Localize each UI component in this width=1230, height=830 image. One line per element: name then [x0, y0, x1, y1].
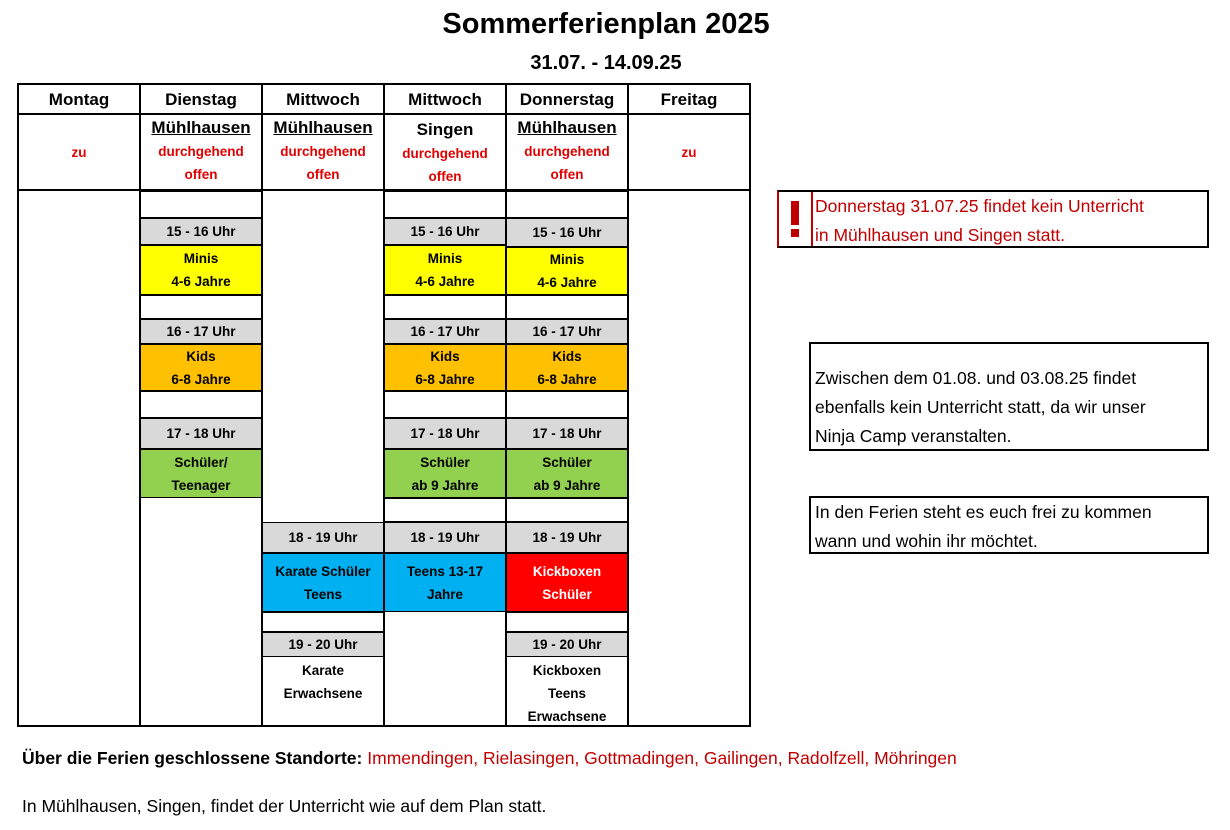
spacer-cell: [140, 295, 262, 319]
day-header-dienstag: Dienstag: [165, 90, 237, 109]
class-age: Erwachsene: [283, 686, 363, 701]
spacer-cell: [140, 391, 262, 418]
note-line: Zwischen dem 01.08. und 03.08.25 findet: [815, 368, 1137, 388]
closed-locations: [22, 748, 957, 769]
class-schueler: [506, 449, 628, 498]
day-header-mittwoch-2: Mittwoch: [408, 90, 482, 109]
location-freitag: [629, 145, 749, 160]
warning-line: in Mühlhausen und Singen statt.: [815, 225, 1066, 245]
spacer-cell: [262, 612, 384, 632]
location-status: offen: [184, 167, 218, 182]
class-name: Kickboxen: [532, 563, 602, 579]
class-name: Minis: [549, 252, 585, 267]
class-name: Minis: [183, 251, 219, 266]
spacer-cell: [506, 498, 628, 522]
footer-info: In Mühlhausen, Singen, findet der Unterricht wie auf dem Plan statt.: [22, 796, 547, 816]
closed-locations-label: Über die Ferien geschlossene Standorte:: [22, 748, 363, 768]
location-name: Mühlhausen: [517, 118, 617, 137]
time-slot: 16 - 17 Uhr: [506, 319, 628, 344]
location-status: offen: [550, 167, 584, 182]
time-slot: 16 - 17 Uhr: [384, 319, 506, 344]
class-name: Schüler: [542, 454, 592, 470]
location-montag: [19, 145, 139, 160]
class-age: ab 9 Jahre: [411, 477, 479, 493]
location-status: offen: [306, 167, 340, 182]
class-minis: [506, 247, 628, 295]
camp-note: [809, 342, 1209, 451]
time-slot: 18 - 19 Uhr: [384, 522, 506, 553]
time-slot: 15 - 16 Uhr: [140, 218, 262, 245]
location-status: offen: [428, 169, 462, 184]
class-kids: [506, 344, 628, 391]
note-line: wann und wohin ihr möchtet.: [815, 531, 1038, 551]
class-name: Karate Schüler: [275, 563, 371, 579]
location-dienstag: [141, 116, 261, 186]
class-age: 4-6 Jahre: [415, 274, 475, 289]
class-schueler: [384, 449, 506, 498]
class-minis: [140, 245, 262, 295]
time-slot: 19 - 20 Uhr: [262, 632, 384, 657]
location-mittwoch-1: [263, 116, 383, 186]
class-teens: [384, 553, 506, 612]
class-minis: [384, 245, 506, 295]
note-line: In den Ferien steht es euch frei zu kommen: [815, 502, 1152, 522]
class-name: Karate: [301, 663, 345, 678]
location-name: Singen: [416, 120, 474, 139]
time-slot: 18 - 19 Uhr: [262, 522, 384, 553]
class-name: Schüler: [420, 454, 470, 470]
spacer-cell: [506, 191, 628, 218]
time-slot: 15 - 16 Uhr: [384, 218, 506, 245]
location-mittwoch-2: [385, 118, 505, 188]
class-karate-erwachsene: [262, 657, 384, 707]
class-name: Minis: [427, 251, 463, 266]
time-slot: 17 - 18 Uhr: [140, 418, 262, 449]
period-subtitle: 31.07. - 14.09.25: [530, 52, 682, 74]
location-status: durchgehend: [402, 146, 488, 161]
spacer-cell: [384, 391, 506, 418]
closed-label: zu: [681, 145, 697, 160]
warning-note: [777, 190, 1209, 248]
location-status: durchgehend: [280, 144, 366, 159]
class-name: Schüler/: [174, 454, 228, 470]
warning-text: [815, 192, 1144, 250]
class-name: Teens 13-17: [406, 563, 484, 579]
class-age: Erwachsene: [527, 709, 607, 724]
class-kickboxen-erwachsene: [506, 657, 628, 725]
class-name: Kids: [186, 348, 216, 364]
day-header-freitag: Freitag: [660, 90, 718, 109]
class-age: 6-8 Jahre: [171, 371, 231, 387]
page-title: Sommerferienplan 2025: [442, 8, 770, 40]
spacer-cell: [506, 391, 628, 418]
class-age: Teens: [547, 686, 586, 701]
time-slot: 16 - 17 Uhr: [140, 319, 262, 344]
spacer-cell: [506, 612, 628, 632]
class-age: Teens: [303, 586, 342, 602]
spacer-cell: [384, 498, 506, 522]
time-slot: 17 - 18 Uhr: [384, 418, 506, 449]
spacer-cell: [140, 191, 262, 218]
spacer-cell: [384, 295, 506, 319]
class-kids: [384, 344, 506, 391]
closed-locations-list: Immendingen, Rielasingen, Gottmadingen, Gailingen, Radolfzell, Möhringen: [367, 748, 957, 768]
time-slot: 15 - 16 Uhr: [506, 218, 628, 247]
class-karate-schueler: [262, 553, 384, 612]
location-status: durchgehend: [524, 144, 610, 159]
class-name: Kickboxen: [532, 663, 602, 678]
class-name: Kids: [430, 348, 460, 364]
location-name: Mühlhausen: [151, 118, 251, 137]
class-age: 6-8 Jahre: [537, 371, 597, 387]
warning-line: Donnerstag 31.07.25 findet kein Unterricht: [815, 196, 1144, 216]
day-header-mittwoch-1: Mittwoch: [286, 90, 360, 109]
free-choice-note: [809, 496, 1209, 554]
note-line: Ninja Camp veranstalten.: [815, 426, 1012, 446]
class-age: 4-6 Jahre: [171, 274, 231, 289]
class-age: Schüler: [542, 586, 592, 602]
day-header-montag: Montag: [48, 90, 110, 109]
note-line: ebenfalls kein Unterricht statt, da wir unser: [815, 397, 1146, 417]
class-age: 6-8 Jahre: [415, 371, 475, 387]
time-slot: 19 - 20 Uhr: [506, 632, 628, 657]
day-header-donnerstag: Donnerstag: [519, 90, 615, 109]
class-name: Kids: [552, 348, 582, 364]
location-status: durchgehend: [158, 144, 244, 159]
time-slot: 18 - 19 Uhr: [506, 522, 628, 553]
exclamation-icon: [779, 192, 813, 246]
class-age: Teenager: [171, 477, 231, 493]
location-donnerstag: [507, 116, 627, 186]
closed-label: zu: [71, 145, 87, 160]
location-name: Mühlhausen: [273, 118, 373, 137]
spacer-cell: [506, 295, 628, 319]
spacer-cell: [384, 191, 506, 218]
class-kids: [140, 344, 262, 391]
class-age: ab 9 Jahre: [533, 477, 601, 493]
class-age: Jahre: [426, 586, 464, 602]
class-age: 4-6 Jahre: [537, 275, 597, 290]
class-schueler: [140, 449, 262, 498]
time-slot: 17 - 18 Uhr: [506, 418, 628, 449]
class-kickboxen-schueler: [506, 553, 628, 612]
